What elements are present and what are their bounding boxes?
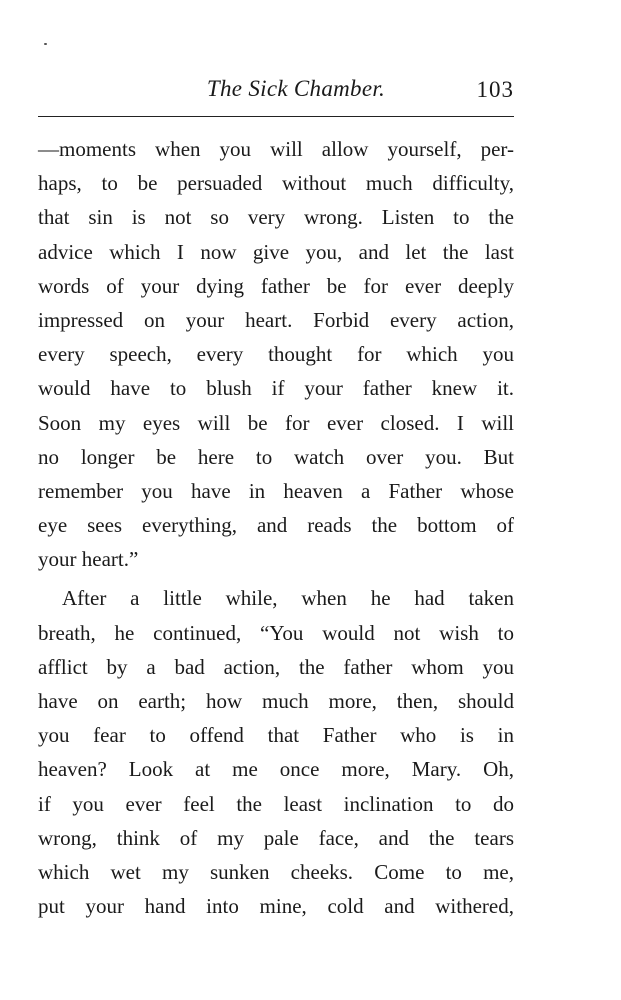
text-line: —moments when you will allow yourself, per-: [38, 137, 514, 161]
text-line: remember you have in heaven a Father whose: [38, 478, 514, 503]
text-line: breath, he continued, “You would not wish to: [38, 620, 514, 645]
text-line: you fear to offend that Father who is in: [38, 723, 514, 748]
text-line: your heart.”: [38, 547, 139, 572]
text-line: impressed on your heart. Forbid every action,: [38, 307, 514, 332]
text-line: which wet my sunken cheeks. Come to me,: [38, 859, 514, 884]
text-line: every speech, every thought for which you: [38, 342, 514, 367]
print-speck: [44, 43, 47, 45]
text-line: have on earth; how much more, then, should: [38, 689, 514, 713]
text-line: haps, to be persuaded without much difficulty,: [38, 171, 514, 196]
text-line: Soon my eyes will be for ever closed. I will: [38, 410, 514, 435]
text-line: eye sees everything, and reads the bottom of: [38, 513, 514, 538]
text-line: words of your dying father be for ever deeply: [38, 273, 514, 298]
text-line: if you ever feel the least inclination to do: [38, 791, 514, 816]
running-title: The Sick Chamber.: [206, 76, 386, 101]
running-head: [38, 76, 514, 110]
text-line: would have to blush if your father knew it.: [38, 376, 514, 401]
text-line: heaven? Look at me once more, Mary. Oh,: [38, 757, 514, 782]
text-line: that sin is not so very wrong. Listen to the: [38, 205, 514, 230]
text-line: wrong, think of my pale face, and the tears: [38, 825, 514, 850]
page-number: 103: [476, 77, 514, 102]
text-line: After a little while, when he had taken: [62, 586, 514, 611]
body-text: [38, 132, 514, 923]
text-line: no longer be here to watch over you. But: [38, 444, 514, 469]
text-line: put your hand into mine, cold and withered,: [38, 894, 514, 919]
text-line: afflict by a bad action, the father whom you: [38, 654, 514, 679]
text-line: advice which I now give you, and let the last: [38, 239, 514, 264]
header-rule: [38, 116, 514, 117]
